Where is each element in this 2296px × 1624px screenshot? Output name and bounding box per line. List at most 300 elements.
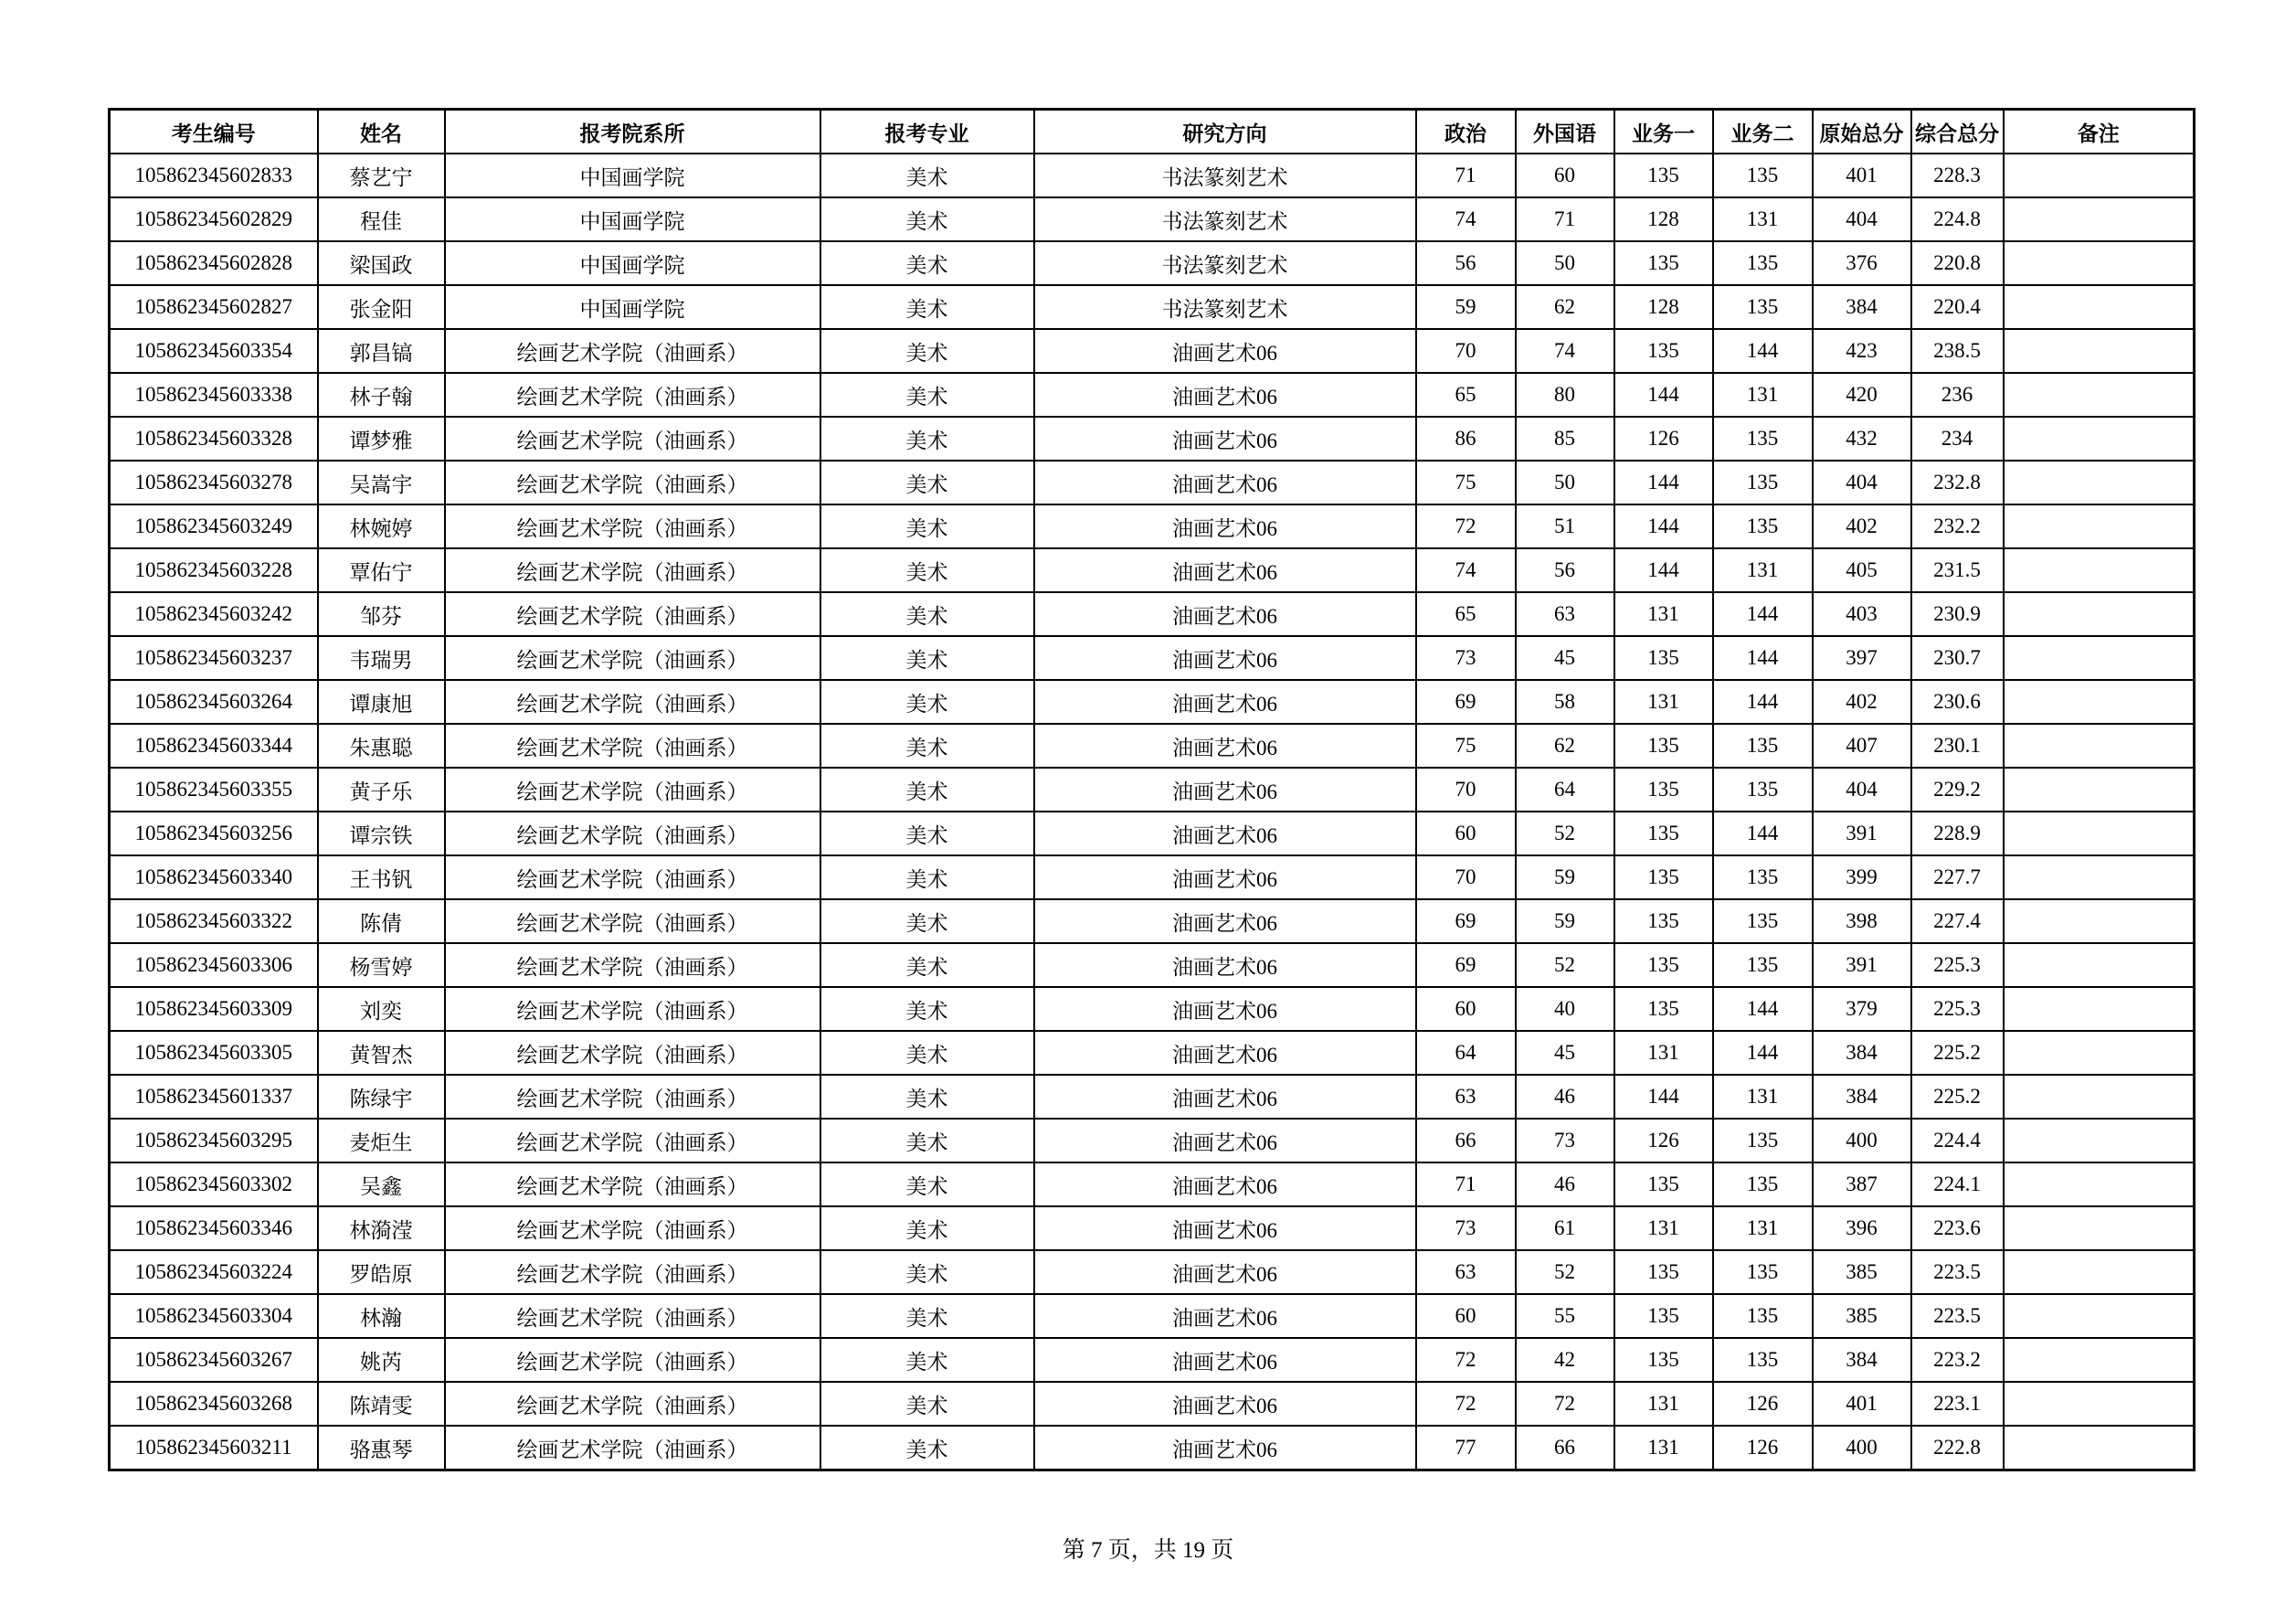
cell-department: 中国画学院: [445, 154, 820, 197]
cell-name: 邹芬: [318, 592, 445, 636]
cell-composite-total: 230.7: [1911, 636, 2004, 680]
cell-research-direction: 油画艺术06: [1034, 1250, 1416, 1294]
cell-politics: 72: [1416, 1338, 1516, 1382]
page-footer: [0, 1532, 2296, 1565]
table-row: [110, 154, 2195, 197]
cell-department: 绘画艺术学院（油画系）: [445, 417, 820, 461]
cell-subject-one: 135: [1614, 855, 1713, 899]
table-row: [110, 1162, 2195, 1206]
cell-foreign-language: 72: [1516, 1382, 1614, 1426]
cell-candidate-id: 105862345603328: [110, 417, 318, 461]
cell-subject-two: 144: [1713, 987, 1813, 1031]
cell-foreign-language: 74: [1516, 329, 1614, 373]
cell-research-direction: 油画艺术06: [1034, 724, 1416, 768]
cell-composite-total: 227.7: [1911, 855, 2004, 899]
table-row: [110, 504, 2195, 548]
cell-composite-total: 222.8: [1911, 1426, 2004, 1470]
header-foreign-language: 外国语: [1516, 110, 1614, 154]
cell-raw-total: 384: [1813, 1338, 1911, 1382]
cell-department: 绘画艺术学院（油画系）: [445, 724, 820, 768]
cell-candidate-id: 105862345603346: [110, 1206, 318, 1250]
table-row: [110, 768, 2195, 812]
cell-subject-one: 144: [1614, 548, 1713, 592]
cell-name: 姚芮: [318, 1338, 445, 1382]
cell-foreign-language: 56: [1516, 548, 1614, 592]
header-name: 姓名: [318, 110, 445, 154]
cell-department: 绘画艺术学院（油画系）: [445, 812, 820, 855]
cell-major: 美术: [820, 855, 1034, 899]
cell-subject-two: 135: [1713, 461, 1813, 504]
cell-department: 中国画学院: [445, 241, 820, 285]
cell-department: 绘画艺术学院（油画系）: [445, 1294, 820, 1338]
header-row: [110, 110, 2195, 154]
cell-composite-total: 223.2: [1911, 1338, 2004, 1382]
cell-subject-two: 135: [1713, 1294, 1813, 1338]
cell-politics: 71: [1416, 1162, 1516, 1206]
cell-foreign-language: 59: [1516, 855, 1614, 899]
cell-name: 谭宗铁: [318, 812, 445, 855]
table-body: [110, 154, 2195, 1470]
cell-candidate-id: 105862345602828: [110, 241, 318, 285]
cell-name: 林婉婷: [318, 504, 445, 548]
table-row: [110, 1206, 2195, 1250]
cell-raw-total: 403: [1813, 592, 1911, 636]
cell-subject-one: 126: [1614, 417, 1713, 461]
cell-department: 绘画艺术学院（油画系）: [445, 1338, 820, 1382]
cell-remarks: [2004, 812, 2195, 855]
cell-major: 美术: [820, 1031, 1034, 1075]
cell-research-direction: 油画艺术06: [1034, 812, 1416, 855]
cell-politics: 75: [1416, 724, 1516, 768]
header-subject-one: 业务一: [1614, 110, 1713, 154]
cell-foreign-language: 59: [1516, 899, 1614, 943]
table-row: [110, 943, 2195, 987]
cell-raw-total: 400: [1813, 1119, 1911, 1162]
cell-remarks: [2004, 1338, 2195, 1382]
cell-politics: 70: [1416, 329, 1516, 373]
cell-research-direction: 油画艺术06: [1034, 373, 1416, 417]
cell-subject-two: 135: [1713, 855, 1813, 899]
cell-remarks: [2004, 899, 2195, 943]
cell-foreign-language: 73: [1516, 1119, 1614, 1162]
cell-major: 美术: [820, 285, 1034, 329]
cell-subject-one: 135: [1614, 154, 1713, 197]
cell-candidate-id: 105862345603304: [110, 1294, 318, 1338]
table-row: [110, 592, 2195, 636]
table-row: [110, 197, 2195, 241]
cell-candidate-id: 105862345603295: [110, 1119, 318, 1162]
cell-subject-two: 135: [1713, 1162, 1813, 1206]
cell-raw-total: 423: [1813, 329, 1911, 373]
cell-politics: 66: [1416, 1119, 1516, 1162]
cell-name: 吴鑫: [318, 1162, 445, 1206]
cell-subject-two: 144: [1713, 592, 1813, 636]
cell-department: 绘画艺术学院（油画系）: [445, 636, 820, 680]
cell-composite-total: 223.5: [1911, 1294, 2004, 1338]
cell-department: 绘画艺术学院（油画系）: [445, 373, 820, 417]
cell-department: 绘画艺术学院（油画系）: [445, 1075, 820, 1119]
cell-remarks: [2004, 1119, 2195, 1162]
cell-foreign-language: 42: [1516, 1338, 1614, 1382]
cell-research-direction: 书法篆刻艺术: [1034, 285, 1416, 329]
cell-major: 美术: [820, 241, 1034, 285]
cell-department: 绘画艺术学院（油画系）: [445, 899, 820, 943]
cell-research-direction: 油画艺术06: [1034, 1206, 1416, 1250]
cell-composite-total: 228.3: [1911, 154, 2004, 197]
cell-politics: 64: [1416, 1031, 1516, 1075]
cell-composite-total: 236: [1911, 373, 2004, 417]
cell-remarks: [2004, 373, 2195, 417]
cell-raw-total: 407: [1813, 724, 1911, 768]
cell-foreign-language: 61: [1516, 1206, 1614, 1250]
cell-candidate-id: 105862345603249: [110, 504, 318, 548]
cell-raw-total: 400: [1813, 1426, 1911, 1470]
cell-foreign-language: 58: [1516, 680, 1614, 724]
header-department: 报考院系所: [445, 110, 820, 154]
cell-subject-one: 144: [1614, 504, 1713, 548]
cell-subject-two: 144: [1713, 680, 1813, 724]
cell-candidate-id: 105862345603267: [110, 1338, 318, 1382]
cell-research-direction: 油画艺术06: [1034, 1075, 1416, 1119]
cell-foreign-language: 66: [1516, 1426, 1614, 1470]
cell-major: 美术: [820, 329, 1034, 373]
cell-name: 朱惠聪: [318, 724, 445, 768]
cell-subject-two: 131: [1713, 548, 1813, 592]
table-row: [110, 285, 2195, 329]
cell-candidate-id: 105862345601337: [110, 1075, 318, 1119]
cell-subject-two: 135: [1713, 417, 1813, 461]
cell-candidate-id: 105862345603355: [110, 768, 318, 812]
cell-composite-total: 223.5: [1911, 1250, 2004, 1294]
cell-subject-two: 131: [1713, 197, 1813, 241]
cell-raw-total: 391: [1813, 812, 1911, 855]
cell-subject-one: 131: [1614, 1206, 1713, 1250]
cell-politics: 63: [1416, 1250, 1516, 1294]
cell-subject-one: 135: [1614, 241, 1713, 285]
table-row: [110, 329, 2195, 373]
cell-department: 绘画艺术学院（油画系）: [445, 1426, 820, 1470]
cell-department: 绘画艺术学院（油画系）: [445, 548, 820, 592]
cell-raw-total: 398: [1813, 899, 1911, 943]
cell-name: 韦瑞男: [318, 636, 445, 680]
cell-politics: 72: [1416, 504, 1516, 548]
cell-politics: 69: [1416, 680, 1516, 724]
cell-candidate-id: 105862345603309: [110, 987, 318, 1031]
cell-composite-total: 232.8: [1911, 461, 2004, 504]
cell-department: 绘画艺术学院（油画系）: [445, 1382, 820, 1426]
cell-subject-two: 144: [1713, 329, 1813, 373]
table-row: [110, 724, 2195, 768]
cell-composite-total: 220.8: [1911, 241, 2004, 285]
cell-foreign-language: 52: [1516, 943, 1614, 987]
header-subject-two: 业务二: [1713, 110, 1813, 154]
cell-composite-total: 238.5: [1911, 329, 2004, 373]
cell-subject-one: 135: [1614, 768, 1713, 812]
cell-subject-one: 144: [1614, 1075, 1713, 1119]
cell-name: 覃佑宁: [318, 548, 445, 592]
cell-department: 绘画艺术学院（油画系）: [445, 1119, 820, 1162]
cell-composite-total: 232.2: [1911, 504, 2004, 548]
cell-foreign-language: 64: [1516, 768, 1614, 812]
cell-research-direction: 油画艺术06: [1034, 680, 1416, 724]
cell-raw-total: 402: [1813, 504, 1911, 548]
cell-candidate-id: 105862345603306: [110, 943, 318, 987]
cell-subject-one: 128: [1614, 285, 1713, 329]
cell-candidate-id: 105862345603256: [110, 812, 318, 855]
cell-raw-total: 405: [1813, 548, 1911, 592]
cell-research-direction: 油画艺术06: [1034, 899, 1416, 943]
cell-politics: 71: [1416, 154, 1516, 197]
cell-remarks: [2004, 1382, 2195, 1426]
cell-subject-two: 126: [1713, 1426, 1813, 1470]
cell-name: 陈靖雯: [318, 1382, 445, 1426]
cell-foreign-language: 71: [1516, 197, 1614, 241]
cell-subject-two: 135: [1713, 1250, 1813, 1294]
cell-subject-one: 135: [1614, 1338, 1713, 1382]
cell-name: 张金阳: [318, 285, 445, 329]
cell-major: 美术: [820, 899, 1034, 943]
cell-remarks: [2004, 1426, 2195, 1470]
cell-name: 王书钒: [318, 855, 445, 899]
cell-department: 绘画艺术学院（油画系）: [445, 1162, 820, 1206]
table-row: [110, 461, 2195, 504]
cell-subject-two: 135: [1713, 285, 1813, 329]
cell-subject-one: 126: [1614, 1119, 1713, 1162]
cell-subject-one: 131: [1614, 1382, 1713, 1426]
cell-composite-total: 220.4: [1911, 285, 2004, 329]
cell-politics: 73: [1416, 1206, 1516, 1250]
cell-name: 黄智杰: [318, 1031, 445, 1075]
cell-subject-two: 144: [1713, 1031, 1813, 1075]
cell-name: 林瀚: [318, 1294, 445, 1338]
table-row: [110, 987, 2195, 1031]
cell-composite-total: 225.2: [1911, 1075, 2004, 1119]
cell-raw-total: 387: [1813, 1162, 1911, 1206]
cell-candidate-id: 105862345603237: [110, 636, 318, 680]
cell-candidate-id: 105862345603278: [110, 461, 318, 504]
cell-politics: 69: [1416, 899, 1516, 943]
cell-major: 美术: [820, 1206, 1034, 1250]
cell-name: 郭昌镐: [318, 329, 445, 373]
cell-research-direction: 油画艺术06: [1034, 1426, 1416, 1470]
cell-raw-total: 384: [1813, 1031, 1911, 1075]
table-row: [110, 373, 2195, 417]
cell-name: 吴嵩宇: [318, 461, 445, 504]
cell-remarks: [2004, 1031, 2195, 1075]
cell-research-direction: 油画艺术06: [1034, 768, 1416, 812]
cell-subject-one: 144: [1614, 461, 1713, 504]
table-row: [110, 241, 2195, 285]
cell-research-direction: 油画艺术06: [1034, 855, 1416, 899]
cell-major: 美术: [820, 197, 1034, 241]
cell-composite-total: 230.6: [1911, 680, 2004, 724]
cell-raw-total: 391: [1813, 943, 1911, 987]
cell-raw-total: 401: [1813, 1382, 1911, 1426]
cell-foreign-language: 51: [1516, 504, 1614, 548]
cell-subject-one: 135: [1614, 329, 1713, 373]
cell-candidate-id: 105862345603268: [110, 1382, 318, 1426]
cell-remarks: [2004, 1250, 2195, 1294]
cell-politics: 60: [1416, 812, 1516, 855]
cell-name: 林漪滢: [318, 1206, 445, 1250]
cell-foreign-language: 55: [1516, 1294, 1614, 1338]
cell-name: 陈倩: [318, 899, 445, 943]
cell-department: 绘画艺术学院（油画系）: [445, 943, 820, 987]
cell-subject-one: 135: [1614, 1250, 1713, 1294]
cell-major: 美术: [820, 417, 1034, 461]
cell-research-direction: 书法篆刻艺术: [1034, 154, 1416, 197]
cell-subject-two: 135: [1713, 943, 1813, 987]
cell-department: 绘画艺术学院（油画系）: [445, 1031, 820, 1075]
cell-department: 绘画艺术学院（油画系）: [445, 987, 820, 1031]
table-row: [110, 1294, 2195, 1338]
cell-name: 林子翰: [318, 373, 445, 417]
cell-name: 谭梦雅: [318, 417, 445, 461]
cell-name: 骆惠琴: [318, 1426, 445, 1470]
cell-major: 美术: [820, 812, 1034, 855]
cell-major: 美术: [820, 592, 1034, 636]
cell-name: 程佳: [318, 197, 445, 241]
cell-candidate-id: 105862345602829: [110, 197, 318, 241]
cell-politics: 86: [1416, 417, 1516, 461]
cell-subject-two: 135: [1713, 724, 1813, 768]
cell-subject-one: 135: [1614, 943, 1713, 987]
table-row: [110, 1382, 2195, 1426]
cell-remarks: [2004, 285, 2195, 329]
cell-foreign-language: 80: [1516, 373, 1614, 417]
cell-politics: 63: [1416, 1075, 1516, 1119]
cell-composite-total: 225.2: [1911, 1031, 2004, 1075]
cell-department: 绘画艺术学院（油画系）: [445, 592, 820, 636]
cell-major: 美术: [820, 724, 1034, 768]
cell-research-direction: 油画艺术06: [1034, 461, 1416, 504]
cell-politics: 74: [1416, 197, 1516, 241]
cell-subject-one: 144: [1614, 373, 1713, 417]
table-row: [110, 1119, 2195, 1162]
cell-research-direction: 油画艺术06: [1034, 1338, 1416, 1382]
cell-subject-two: 135: [1713, 241, 1813, 285]
header-major: 报考专业: [820, 110, 1034, 154]
cell-department: 绘画艺术学院（油画系）: [445, 768, 820, 812]
cell-research-direction: 油画艺术06: [1034, 1031, 1416, 1075]
cell-politics: 73: [1416, 636, 1516, 680]
cell-remarks: [2004, 241, 2195, 285]
cell-foreign-language: 46: [1516, 1162, 1614, 1206]
cell-candidate-id: 105862345603242: [110, 592, 318, 636]
cell-major: 美术: [820, 1426, 1034, 1470]
cell-politics: 70: [1416, 768, 1516, 812]
table-row: [110, 680, 2195, 724]
table-row: [110, 812, 2195, 855]
cell-composite-total: 223.1: [1911, 1382, 2004, 1426]
cell-foreign-language: 45: [1516, 636, 1614, 680]
cell-remarks: [2004, 680, 2195, 724]
cell-politics: 59: [1416, 285, 1516, 329]
table-row: [110, 636, 2195, 680]
cell-foreign-language: 40: [1516, 987, 1614, 1031]
cell-raw-total: 404: [1813, 768, 1911, 812]
cell-raw-total: 384: [1813, 1075, 1911, 1119]
cell-department: 绘画艺术学院（油画系）: [445, 1206, 820, 1250]
table-row: [110, 1075, 2195, 1119]
cell-subject-two: 135: [1713, 899, 1813, 943]
cell-composite-total: 228.9: [1911, 812, 2004, 855]
cell-politics: 77: [1416, 1426, 1516, 1470]
table-row: [110, 1250, 2195, 1294]
cell-candidate-id: 105862345603264: [110, 680, 318, 724]
cell-candidate-id: 105862345602827: [110, 285, 318, 329]
cell-major: 美术: [820, 768, 1034, 812]
cell-research-direction: 油画艺术06: [1034, 943, 1416, 987]
cell-politics: 69: [1416, 943, 1516, 987]
cell-politics: 72: [1416, 1382, 1516, 1426]
cell-research-direction: 油画艺术06: [1034, 1294, 1416, 1338]
cell-composite-total: 227.4: [1911, 899, 2004, 943]
cell-composite-total: 225.3: [1911, 987, 2004, 1031]
cell-politics: 60: [1416, 1294, 1516, 1338]
cell-major: 美术: [820, 1382, 1034, 1426]
cell-remarks: [2004, 636, 2195, 680]
table-row: [110, 855, 2195, 899]
cell-raw-total: 396: [1813, 1206, 1911, 1250]
cell-research-direction: 油画艺术06: [1034, 1382, 1416, 1426]
cell-candidate-id: 105862345603302: [110, 1162, 318, 1206]
cell-raw-total: 376: [1813, 241, 1911, 285]
cell-remarks: [2004, 987, 2195, 1031]
cell-raw-total: 420: [1813, 373, 1911, 417]
cell-remarks: [2004, 855, 2195, 899]
cell-candidate-id: 105862345603322: [110, 899, 318, 943]
cell-department: 绘画艺术学院（油画系）: [445, 1250, 820, 1294]
cell-remarks: [2004, 592, 2195, 636]
header-composite-total: 综合总分: [1911, 110, 2004, 154]
cell-name: 陈绿宇: [318, 1075, 445, 1119]
cell-raw-total: 379: [1813, 987, 1911, 1031]
cell-raw-total: 432: [1813, 417, 1911, 461]
cell-major: 美术: [820, 1338, 1034, 1382]
cell-research-direction: 油画艺术06: [1034, 987, 1416, 1031]
cell-raw-total: 401: [1813, 154, 1911, 197]
cell-research-direction: 油画艺术06: [1034, 329, 1416, 373]
cell-remarks: [2004, 548, 2195, 592]
cell-research-direction: 油画艺术06: [1034, 1162, 1416, 1206]
cell-research-direction: 油画艺术06: [1034, 592, 1416, 636]
cell-subject-two: 135: [1713, 1119, 1813, 1162]
cell-subject-two: 131: [1713, 1206, 1813, 1250]
table-row: [110, 899, 2195, 943]
cell-politics: 56: [1416, 241, 1516, 285]
header-remarks: 备注: [2004, 110, 2195, 154]
cell-subject-two: 131: [1713, 1075, 1813, 1119]
cell-name: 杨雪婷: [318, 943, 445, 987]
cell-remarks: [2004, 154, 2195, 197]
header-candidate-id: 考生编号: [110, 110, 318, 154]
cell-composite-total: 231.5: [1911, 548, 2004, 592]
cell-remarks: [2004, 461, 2195, 504]
cell-research-direction: 油画艺术06: [1034, 504, 1416, 548]
cell-politics: 75: [1416, 461, 1516, 504]
cell-candidate-id: 105862345603224: [110, 1250, 318, 1294]
cell-subject-one: 131: [1614, 592, 1713, 636]
cell-subject-two: 144: [1713, 812, 1813, 855]
cell-name: 刘奕: [318, 987, 445, 1031]
cell-subject-two: 135: [1713, 1338, 1813, 1382]
cell-remarks: [2004, 1075, 2195, 1119]
cell-major: 美术: [820, 636, 1034, 680]
cell-subject-one: 135: [1614, 1294, 1713, 1338]
cell-composite-total: 230.1: [1911, 724, 2004, 768]
cell-major: 美术: [820, 1119, 1034, 1162]
